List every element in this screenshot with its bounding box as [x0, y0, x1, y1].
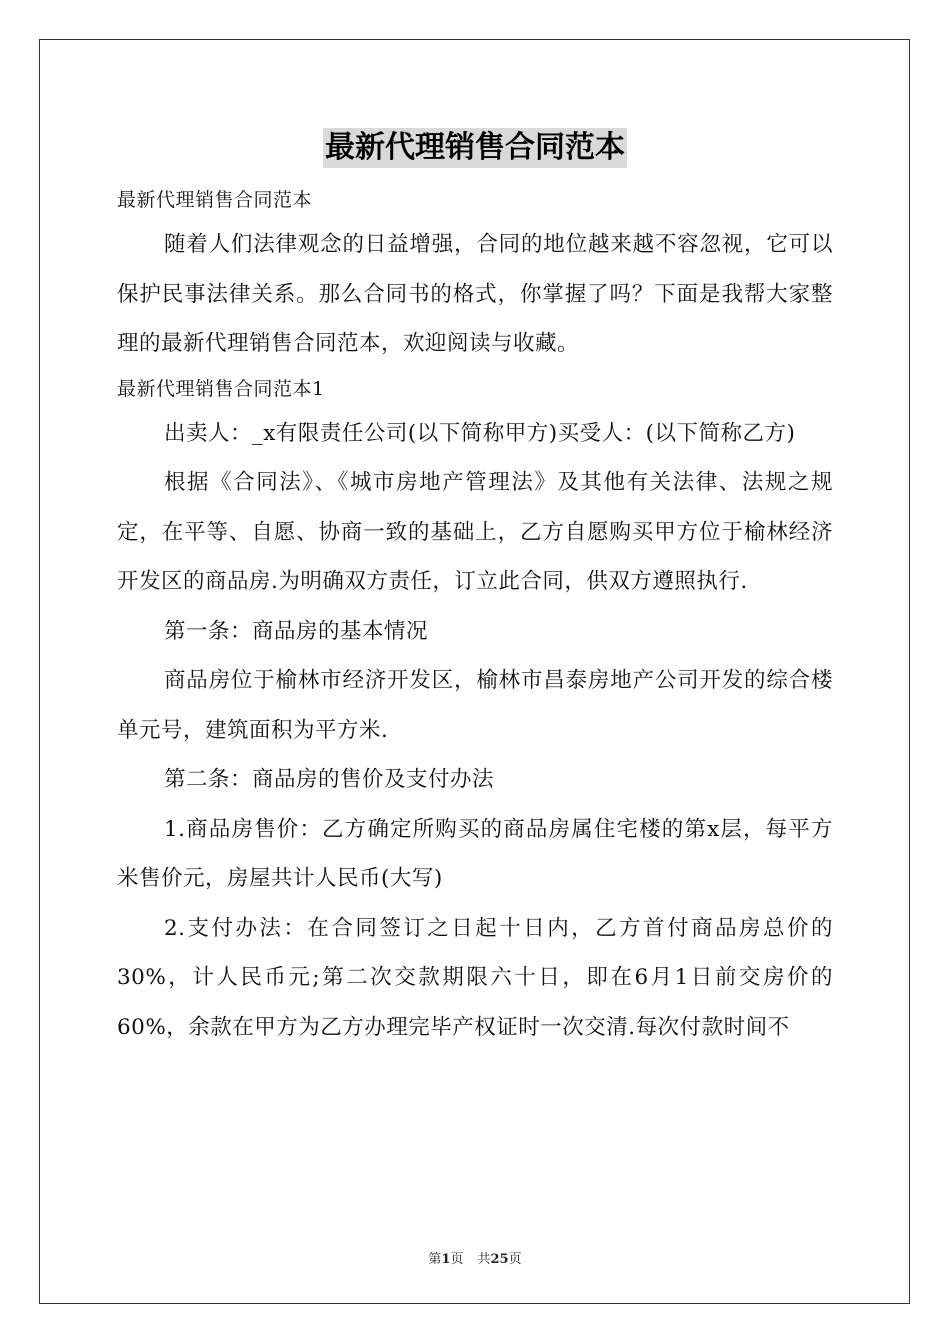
footer-page-number: 1: [441, 1252, 451, 1267]
paragraph-intro: 随着人们法律观念的日益增强，合同的地位越来越不容忽视，它可以保护民事法律关系。那么合同书的格式，你掌握了吗？下面是我帮大家整理的最新代理销售合同范本，欢迎阅读与收藏。: [117, 232, 833, 356]
paragraph-parties: 出卖人：_x有限责任公司(以下简称甲方)买受人：(以下简称乙方): [164, 420, 796, 446]
paragraph-payment: 2.支付办法：在合同签订之日起十日内，乙方首付商品房总价的30%，计人民币元;第二次交款期限六十日，即在6月1日前交房价的60%，余款在甲方为乙方办理完毕产权证时一次交清.每次付款时间不: [117, 915, 833, 1040]
document-body: [117, 180, 833, 1052]
footer-page-suffix: 页: [450, 1252, 464, 1267]
footer-total-prefix: 共: [477, 1252, 491, 1267]
page-footer: [0, 1248, 950, 1267]
paragraph-subtitle: 最新代理销售合同范本: [117, 189, 313, 211]
footer-page-prefix: 第: [428, 1252, 442, 1267]
paragraph-section-heading: 最新代理销售合同范本1: [117, 377, 325, 400]
paragraph-article-1-title: 第一条：商品房的基本情况: [164, 618, 429, 644]
paragraph-basis: 根据《合同法》、《城市房地产管理法》及其他有关法律、法规之规定，在平等、自愿、协商一致的基础上，乙方自愿购买甲方位于榆林经济开发区的商品房.为明确双方责任，订立此合同，供双方遵照执行.: [117, 470, 833, 594]
paragraph-price: 1.商品房售价：乙方确定所购买的商品房属住宅楼的第x层，每平方米售价元，房屋共计人民币(大写): [117, 816, 833, 891]
paragraph-article-2-title: 第二条：商品房的售价及支付办法: [164, 767, 495, 792]
title-container: [0, 128, 950, 168]
document-title: 最新代理销售合同范本: [323, 128, 627, 168]
footer-total-pages: 25: [490, 1252, 509, 1267]
footer-total-suffix: 页: [508, 1252, 522, 1267]
paragraph-article-1-body: 商品房位于榆林市经济开发区，榆林市昌泰房地产公司开发的综合楼单元号，建筑面积为平方米.: [117, 668, 833, 743]
